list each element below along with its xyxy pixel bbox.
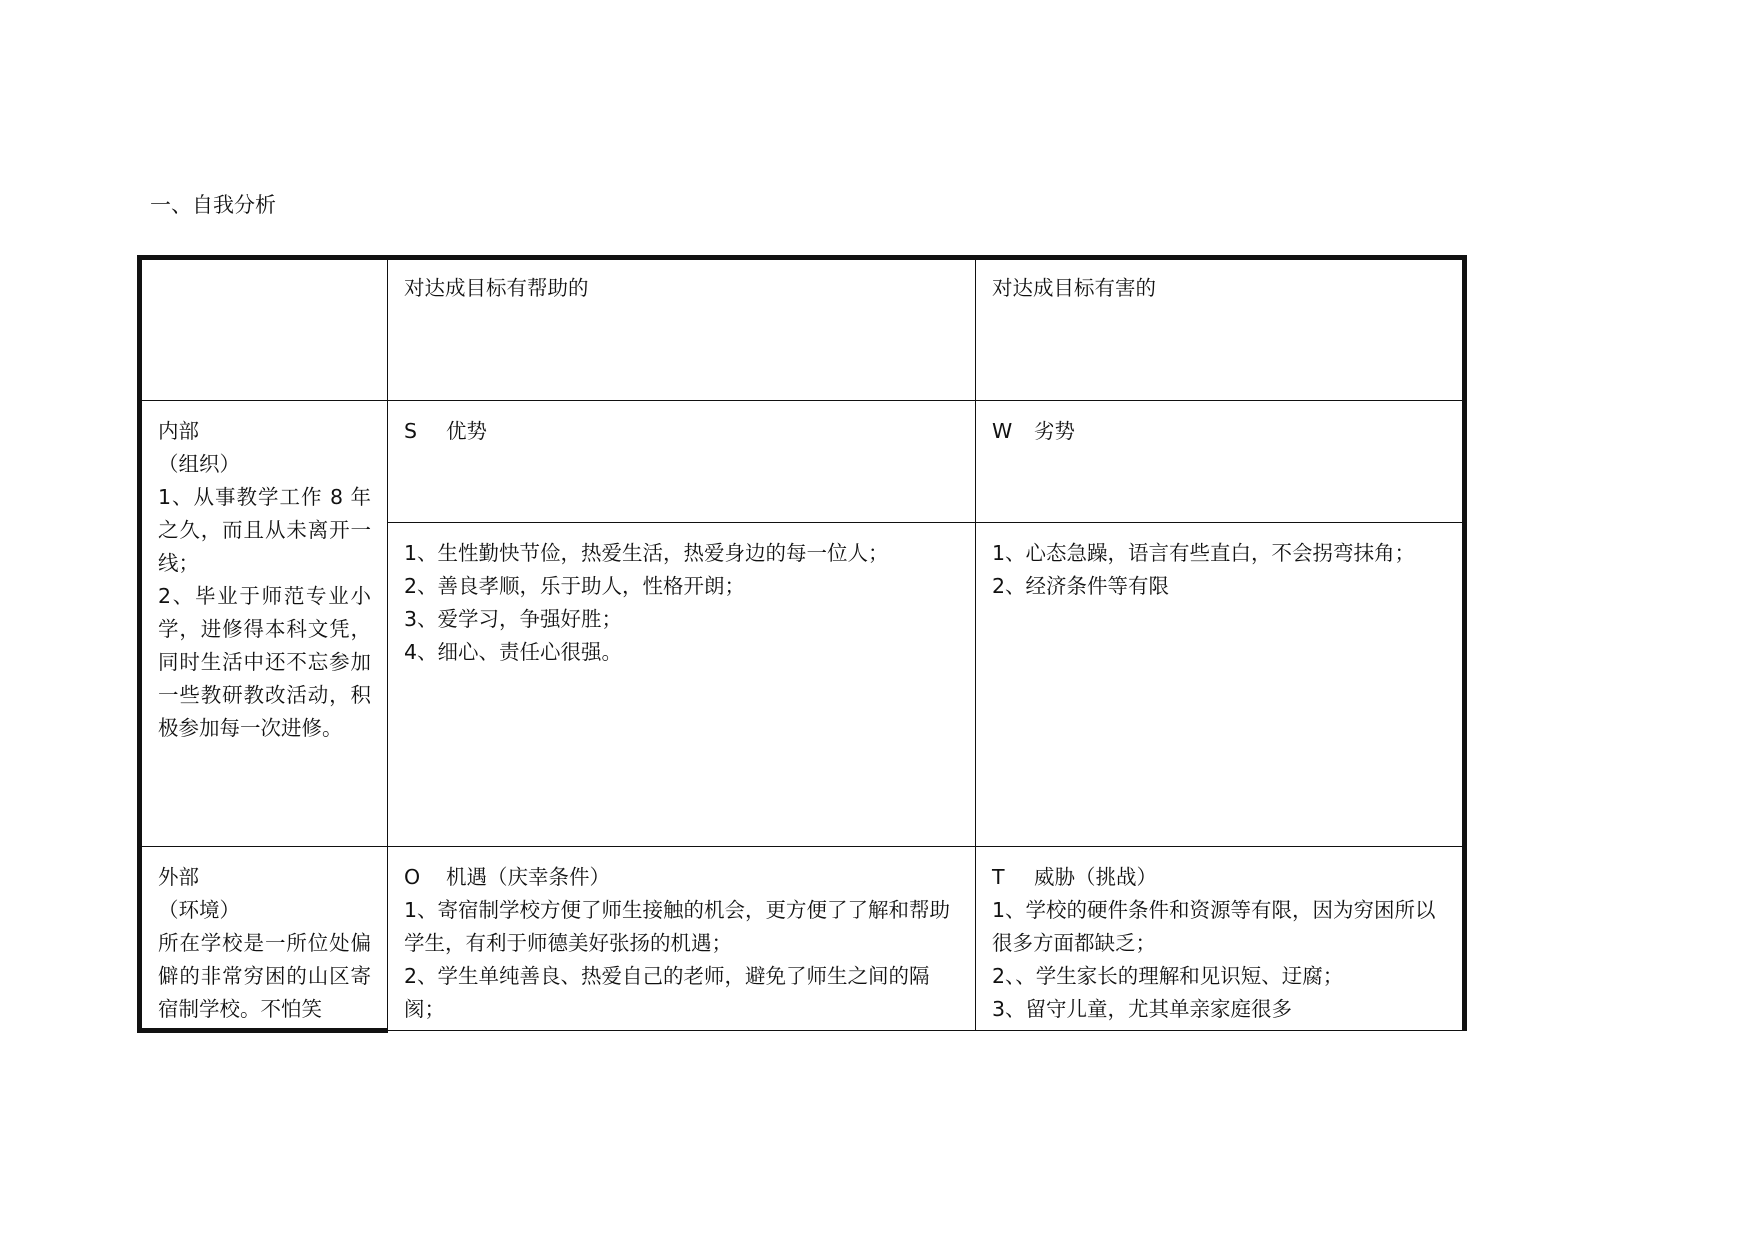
weakness-item: 2、经济条件等有限 [992,574,1170,598]
strength-item: 3、爱学习，争强好胜； [404,607,623,631]
header-harmful-cell [976,258,1465,401]
external-title: 外部 [158,865,199,889]
weaknesses-label-cell [976,401,1465,523]
threats-cell [976,847,1465,1031]
weaknesses-label: 劣势 [1034,419,1075,443]
threat-item: 1、学校的硬件条件和资源等有限，因为穷困所以很多方面都缺乏； [992,898,1436,955]
external-cell [140,847,388,1031]
opportunities-label: 机遇（庆幸条件） [446,865,610,889]
strengths-label-cell [388,401,976,523]
header-helpful-label: 对达成目标有帮助的 [404,276,589,300]
header-harmful-label: 对达成目标有害的 [992,276,1156,300]
weaknesses-content-cell [976,523,1465,847]
weakness-item: 1、心态急躁，语言有些直白，不会拐弯抹角； [992,541,1416,565]
opportunities-cell [388,847,976,1031]
opportunity-item: 2、学生单纯善良、热爱自己的老师，避免了师生之间的隔阂； [404,964,930,1021]
internal-description-2: 2、毕业于师范专业小学，进修得本科文凭，同时生活中还不忘参加一些教研教改活动，积极参加每一次进修。 [158,584,371,740]
internal-description-1: 1、从事教学工作 8 年之久，而且从未离开一线； [158,485,371,575]
header-helpful-cell [388,258,976,401]
header-row [140,258,1465,401]
strength-item: 2、善良孝顺，乐于助人，性格开朗； [404,574,746,598]
strength-item: 1、生性勤快节俭，热爱生活，热爱身边的每一位人； [404,541,889,565]
opportunity-item: 1、寄宿制学校方便了师生接触的机会，更方便了了解和帮助学生，有利于师德美好张扬的机遇； [404,898,951,955]
external-row [140,847,1465,1031]
strengths-letter: S [404,419,418,443]
external-subtitle: （环境） [158,898,240,922]
threats-label: 威胁（挑战） [1034,865,1157,889]
weaknesses-letter: W [992,419,1013,443]
opportunities-letter: O [404,865,421,889]
external-description: 所在学校是一所位处偏僻的非常穷困的山区寄宿制学校。不怕笑 [158,931,371,1021]
threat-item: 2、、学生家长的理解和见识短、迂腐； [992,964,1344,988]
header-corner-cell [140,258,388,401]
internal-title: 内部 [158,419,199,443]
strength-item: 4、细心、责任心很强。 [404,640,623,664]
strengths-label: 优势 [446,419,487,443]
internal-label-row [140,401,1465,523]
section-title: 一、自我分析 [150,193,276,217]
internal-cell [140,401,388,847]
strengths-content-cell [388,523,976,847]
threat-item: 3、留守儿童，尤其单亲家庭很多 [992,997,1293,1021]
threats-letter: T [992,865,1005,889]
internal-subtitle: （组织） [158,452,240,476]
swot-table [137,255,1467,1033]
